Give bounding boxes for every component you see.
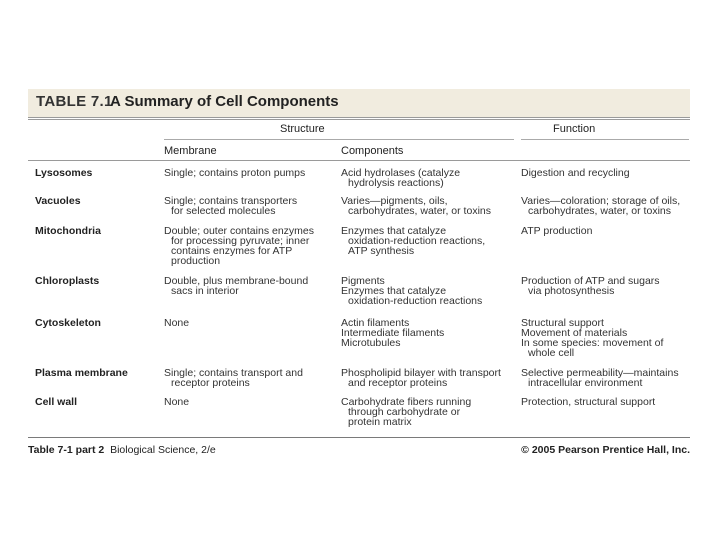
row-label: Chloroplasts bbox=[35, 275, 100, 287]
membrane-line: Single; contains transport and bbox=[164, 367, 303, 379]
row-label: Mitochondria bbox=[35, 225, 101, 237]
membrane-line: for selected molecules bbox=[171, 205, 276, 217]
components-line: protein matrix bbox=[348, 416, 412, 428]
footer-table-id: Table 7-1 part 2 bbox=[28, 444, 105, 456]
row-label: Cytoskeleton bbox=[35, 317, 101, 329]
function-cell bbox=[521, 397, 691, 407]
membrane-line: sacs in interior bbox=[171, 285, 239, 297]
components-line: Carbohydrate fibers running bbox=[341, 396, 472, 408]
function-line: Varies—coloration; storage of oils, bbox=[521, 195, 681, 207]
components-line: Enzymes that catalyze bbox=[341, 225, 447, 237]
function-cell bbox=[521, 168, 691, 178]
components-line: Varies—pigments, oils, bbox=[341, 195, 448, 207]
membrane-cell bbox=[164, 196, 334, 216]
function-cell bbox=[521, 196, 691, 216]
table-bottom-rule bbox=[28, 437, 690, 438]
structure-underline bbox=[164, 139, 514, 140]
function-cell bbox=[521, 226, 691, 236]
function-line: Movement of materials bbox=[521, 327, 628, 339]
function-line: intracellular environment bbox=[528, 377, 643, 389]
components-line: through carbohydrate or bbox=[348, 406, 461, 418]
function-header: Function bbox=[553, 123, 596, 135]
membrane-column-header: Membrane bbox=[164, 145, 217, 157]
table-number: TABLE 7.1 bbox=[36, 93, 113, 110]
membrane-cell bbox=[164, 318, 334, 328]
components-cell bbox=[341, 226, 516, 256]
membrane-line: Double, plus membrane-bound bbox=[164, 275, 309, 287]
membrane-cell bbox=[164, 226, 334, 266]
membrane-line: Single; contains transporters bbox=[164, 195, 298, 207]
components-line: oxidation-reduction reactions, bbox=[348, 235, 486, 247]
function-line: Structural support bbox=[521, 317, 604, 329]
membrane-line: receptor proteins bbox=[171, 377, 250, 389]
membrane-cell bbox=[164, 368, 334, 388]
components-line: and receptor proteins bbox=[348, 377, 448, 389]
components-line: Acid hydrolases (catalyze bbox=[341, 167, 461, 179]
membrane-line: None bbox=[164, 317, 190, 329]
function-line: Selective permeability—maintains bbox=[521, 367, 679, 379]
components-line: carbohydrates, water, or toxins bbox=[348, 205, 491, 217]
components-line: oxidation-reduction reactions bbox=[348, 295, 483, 307]
membrane-cell bbox=[164, 397, 334, 407]
membrane-line: None bbox=[164, 396, 190, 408]
components-column-header: Components bbox=[341, 145, 404, 157]
membrane-cell bbox=[164, 168, 334, 178]
function-line: ATP production bbox=[521, 225, 593, 237]
title-divider bbox=[28, 117, 690, 118]
components-cell bbox=[341, 368, 516, 388]
components-line: hydrolysis reactions) bbox=[348, 177, 444, 189]
membrane-line: contains enzymes for ATP bbox=[171, 245, 293, 257]
row-label: Vacuoles bbox=[35, 195, 81, 207]
membrane-cell bbox=[164, 276, 334, 296]
function-cell bbox=[521, 318, 691, 358]
function-line: via photosynthesis bbox=[528, 285, 615, 297]
function-cell bbox=[521, 368, 691, 388]
components-line: Pigments bbox=[341, 275, 385, 287]
components-cell bbox=[341, 276, 516, 306]
membrane-line: Single; contains proton pumps bbox=[164, 167, 306, 179]
function-line: carbohydrates, water, or toxins bbox=[528, 205, 671, 217]
function-line: Digestion and recycling bbox=[521, 167, 630, 179]
function-cell bbox=[521, 276, 691, 296]
function-underline bbox=[521, 139, 689, 140]
table-title: A Summary of Cell Components bbox=[110, 93, 339, 110]
row-label: Lysosomes bbox=[35, 167, 93, 179]
membrane-line: production bbox=[171, 255, 221, 267]
components-cell bbox=[341, 196, 516, 216]
components-line: Phospholipid bilayer with transport bbox=[341, 367, 501, 379]
footer-copyright: © 2005 Pearson Prentice Hall, Inc. bbox=[521, 444, 690, 456]
row-label: Plasma membrane bbox=[35, 367, 128, 379]
table-title-bar bbox=[28, 89, 690, 117]
membrane-line: Double; outer contains enzymes bbox=[164, 225, 314, 237]
row-label: Cell wall bbox=[35, 396, 78, 408]
components-line: Intermediate filaments bbox=[341, 327, 445, 339]
membrane-line: for processing pyruvate; inner bbox=[171, 235, 310, 247]
components-line: Actin filaments bbox=[341, 317, 410, 329]
title-divider-2 bbox=[28, 119, 690, 120]
function-line: In some species: movement of bbox=[521, 337, 664, 349]
components-line: ATP synthesis bbox=[348, 245, 415, 257]
components-cell bbox=[341, 397, 516, 427]
components-line: Enzymes that catalyze bbox=[341, 285, 447, 297]
footer-book: Biological Science, 2/e bbox=[110, 444, 216, 456]
function-line: whole cell bbox=[528, 347, 575, 359]
header-divider bbox=[28, 160, 690, 161]
components-line: Microtubules bbox=[341, 337, 401, 349]
footer-source bbox=[28, 444, 216, 456]
components-cell bbox=[341, 168, 516, 188]
function-line: Protection, structural support bbox=[521, 396, 656, 408]
components-cell bbox=[341, 318, 516, 348]
function-line: Production of ATP and sugars bbox=[521, 275, 660, 287]
structure-header: Structure bbox=[280, 123, 325, 135]
